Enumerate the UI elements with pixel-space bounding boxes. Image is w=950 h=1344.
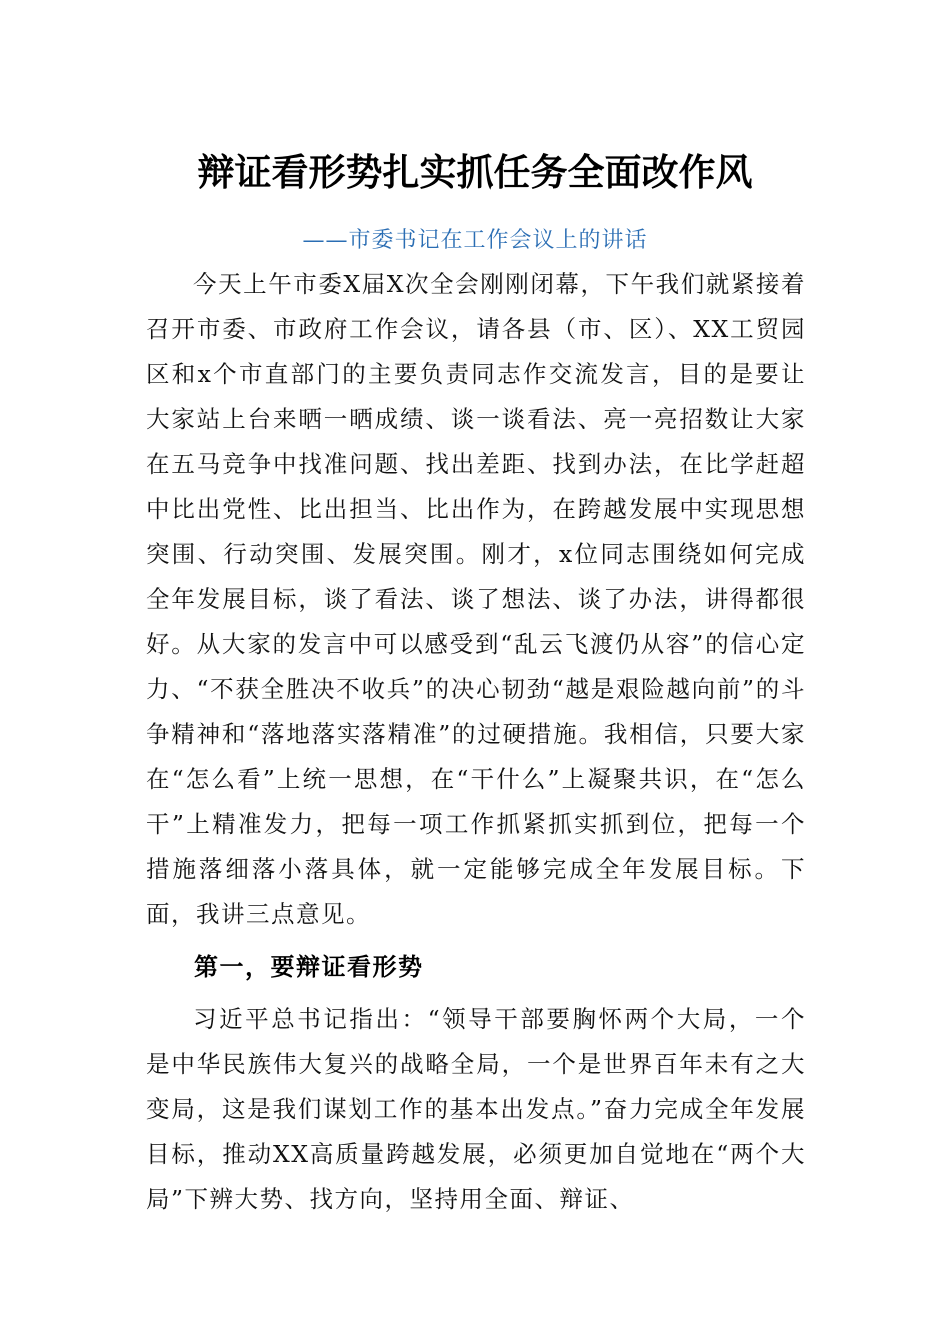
document-body	[146, 262, 806, 1222]
paragraph-section-1: 习近平总书记指出：“领导干部要胸怀两个大局，一个是中华民族伟大复兴的战略全局，一个是世界百年未有之大变局，这是我们谋划工作的基本出发点。”奋力完成全年发展目标，推动XX高质量跨越发展，必须更加自觉地在“两个大局”下辨大势、找方向，坚持用全面、辩证、	[146, 1005, 806, 1213]
paragraph-intro: 今天上午市委X届X次全会刚刚闭幕，下午我们就紧接着召开市委、市政府工作会议，请各县（市、区）、XX工贸园区和x个市直部门的主要负责同志作交流发言，目的是要让大家站上台来晒一晒成绩、谈一谈看法、亮一亮招数让大家在五马竞争中找准问题、找出差距、找到办法，在比学赶超中比出党性、比出担当、比出作为，在跨越发展中实现思想突围、行动突围、发展突围。刚才，x位同志围绕如何完成全年发展目标，谈了看法、谈了想法、谈了办法，讲得都很好。从大家的发言中可以感受到“乱云飞渡仍从容”的信心定力、“不获全胜决不收兵”的决心韧劲“越是艰险越向前”的斗争精神和“落地落实落精准”的过硬措施。我相信，只要大家在“怎么看”上统一思想，在“干什么”上凝聚共识，在“怎么干”上精准发力，把每一项工作抓紧抓实抓到位，把每一个措施落细落小落具体，就一定能够完成全年发展目标。下面，我讲三点意见。	[146, 270, 806, 928]
document-subtitle: ——市委书记在工作会议上的讲话	[302, 228, 648, 253]
document-title: 辩证看形势扎实抓任务全面改作风	[197, 150, 753, 194]
section-heading-1: 第一，要辩证看形势	[194, 952, 424, 981]
